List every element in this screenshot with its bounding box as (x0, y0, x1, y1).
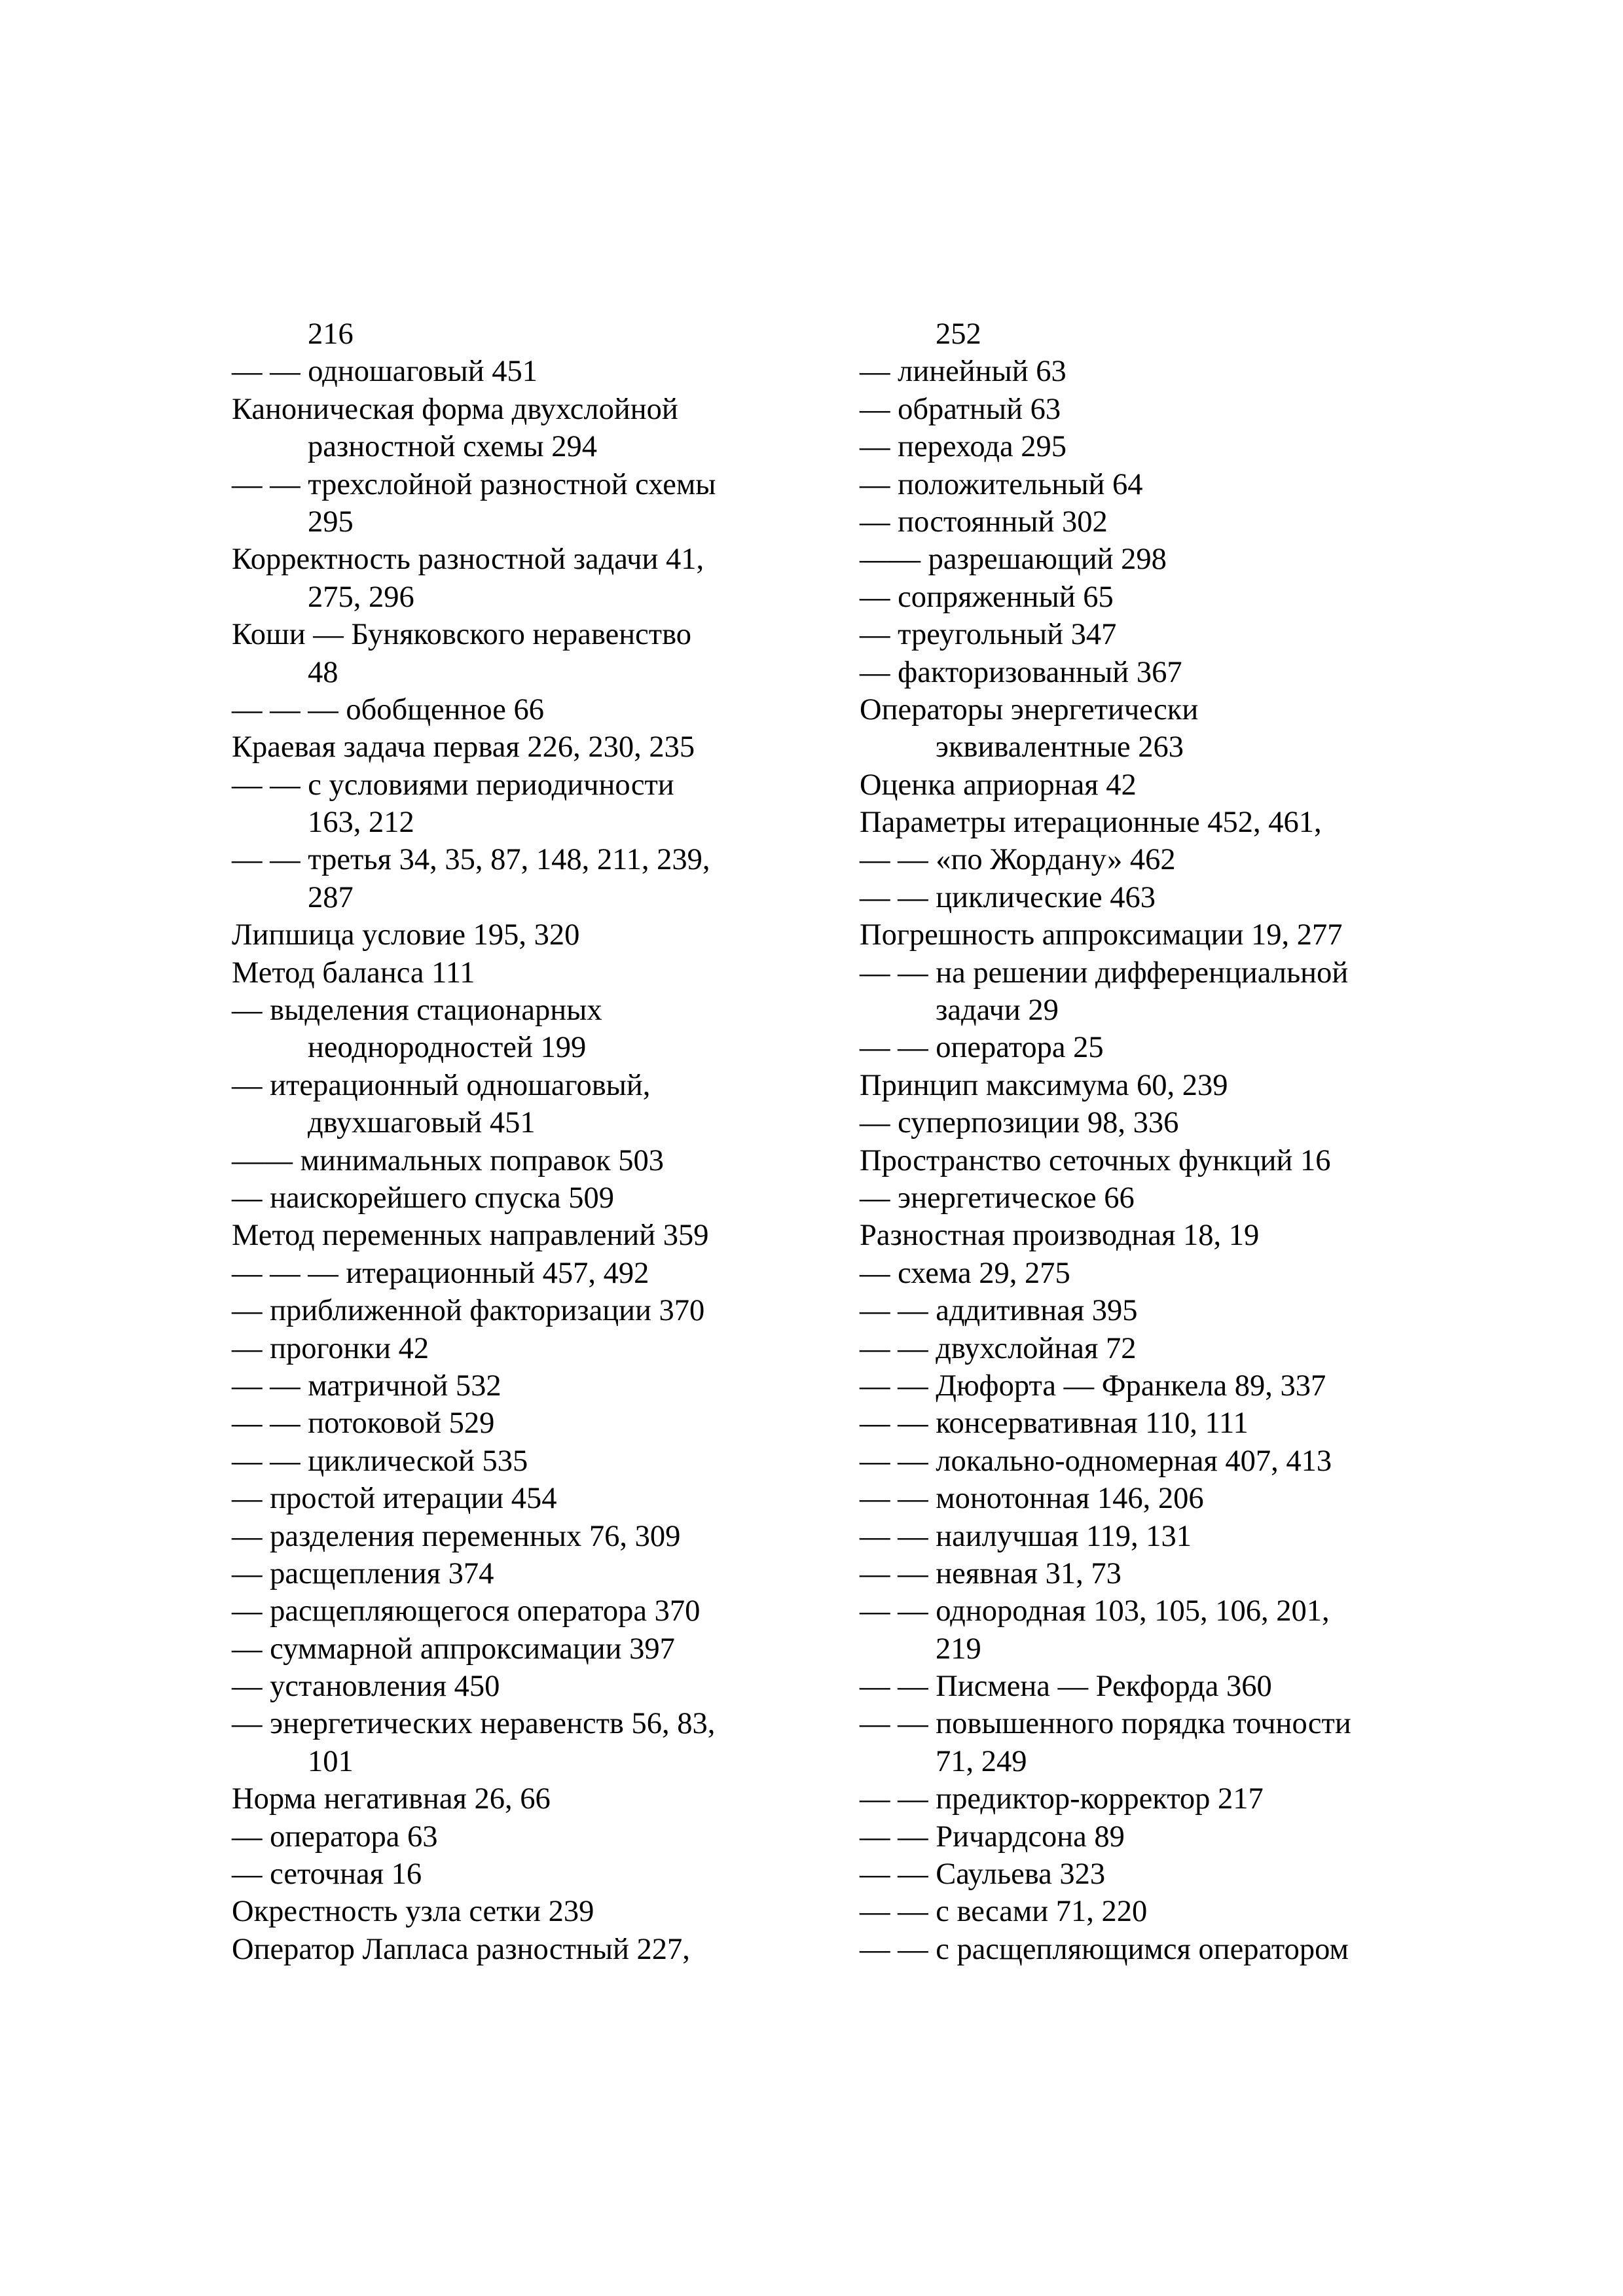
index-entry: Корректность разностной задачи 41, (232, 543, 704, 577)
index-entry: эквивалентные 263 (936, 730, 1184, 764)
index-entry: двухшаговый 451 (308, 1106, 536, 1140)
index-entry: 219 (936, 1632, 981, 1666)
index-entry: — — матричной 532 (232, 1369, 501, 1403)
index-entry: — — циклические 463 (860, 880, 1156, 914)
index-entry: — — «по Жордану» 462 (860, 843, 1176, 877)
index-entry: — треугольный 347 (860, 618, 1117, 652)
index-entry: — — наилучшая 119, 131 (860, 1519, 1192, 1553)
index-entry: — — неявная 31, 73 (860, 1556, 1122, 1590)
index-entry: неоднородностей 199 (308, 1031, 587, 1065)
index-entry: 287 (308, 880, 354, 914)
index-entry: — — с весами 71, 220 (860, 1895, 1148, 1929)
index-entry: — — потоковой 529 (232, 1407, 495, 1441)
index-entry: — — локально-одномерная 407, 413 (860, 1444, 1332, 1478)
index-entry: — факторизованный 367 (860, 655, 1182, 689)
index-entry: 295 (308, 505, 354, 539)
index-entry: Каноническая форма двухслойной (232, 392, 678, 426)
index-entry: — сеточная 16 (232, 1857, 422, 1892)
index-entry: разностной схемы 294 (308, 430, 597, 464)
index-entry: — — монотонная 146, 206 (860, 1482, 1204, 1516)
index-entry: — выделения стационарных (232, 994, 602, 1028)
index-entry: — — — итерационный 457, 492 (232, 1256, 649, 1290)
index-entry: Норма негативная 26, 66 (232, 1782, 551, 1816)
index-entry: — линейный 63 (860, 355, 1067, 389)
index-entry: Принцип максимума 60, 239 (860, 1068, 1228, 1102)
index-entry: Оценка априорная 42 (860, 768, 1137, 802)
index-entry: 71, 249 (936, 1744, 1027, 1778)
index-entry: — — с условиями периодичности (232, 768, 674, 802)
index-entry: — обратный 63 (860, 392, 1061, 426)
index-entry: Окрестность узла сетки 239 (232, 1895, 594, 1929)
index-entry: — расщепления 374 (232, 1556, 494, 1590)
index-entry: — простой итерации 454 (232, 1482, 557, 1516)
index-entry: — прогонки 42 (232, 1331, 429, 1365)
index-entry: — оператора 63 (232, 1820, 438, 1854)
index-entry: — — одношаговый 451 (232, 355, 538, 389)
index-entry: — энергетическое 66 (860, 1181, 1135, 1215)
index-entry: Краевая задача первая 226, 230, 235 (232, 730, 695, 764)
index-entry: — постоянный 302 (860, 505, 1108, 539)
index-entry: — положительный 64 (860, 467, 1143, 501)
index-entry: — — Саульева 323 (860, 1857, 1106, 1892)
index-entry: —— разрешающий 298 (860, 543, 1167, 577)
index-entry: — разделения переменных 76, 309 (232, 1519, 681, 1553)
index-entry: Параметры итерационные 452, 461, (860, 806, 1322, 840)
index-entry: — — однородная 103, 105, 106, 201, (860, 1594, 1330, 1628)
index-entry: Погрешность аппроксимации 19, 277 (860, 918, 1343, 952)
index-entry: Оператор Лапласа разностный 227, (232, 1932, 690, 1966)
index-entry: Коши — Буняковского неравенство (232, 618, 691, 652)
index-entry: — суммарной аппроксимации 397 (232, 1632, 675, 1666)
index-entry: задачи 29 (936, 994, 1059, 1028)
index-entry: 163, 212 (308, 806, 414, 840)
index-entry: — наискорейшего спуска 509 (232, 1181, 614, 1215)
index-entry: — — Писмена — Рекфорда 360 (860, 1670, 1272, 1704)
index-right-column (860, 315, 1475, 1968)
index-entry: — суперпозиции 98, 336 (860, 1106, 1179, 1140)
index-entry: — энергетических неравенств 56, 83, (232, 1707, 716, 1741)
index-entry: 216 (308, 317, 354, 351)
index-entry: — — циклической 535 (232, 1444, 528, 1478)
index-entry: — схема 29, 275 (860, 1256, 1070, 1290)
index-entry: Операторы энергетически (860, 692, 1199, 726)
index-entry: Липшица условие 195, 320 (232, 918, 580, 952)
index-entry: — — консервативная 110, 111 (860, 1407, 1249, 1441)
index-entry: — — — обобщенное 66 (232, 692, 544, 726)
index-entry: 275, 296 (308, 580, 414, 614)
index-entry: Разностная производная 18, 19 (860, 1219, 1260, 1253)
index-entry: — — двухслойная 72 (860, 1331, 1137, 1365)
index-entry: — сопряженный 65 (860, 580, 1114, 614)
index-entry: 48 (308, 655, 338, 689)
index-entry: —— минимальных поправок 503 (232, 1143, 665, 1177)
index-entry: — — с расщепляющимся оператором (860, 1932, 1349, 1966)
index-entry: — итерационный одношаговый, (232, 1068, 651, 1102)
index-entry: — перехода 295 (860, 430, 1067, 464)
index-entry: — — Ричардсона 89 (860, 1820, 1125, 1854)
index-entry: — расщепляющегося оператора 370 (232, 1594, 701, 1628)
index-entry: — приближенной факторизации 370 (232, 1294, 705, 1328)
index-entry: Метод баланса 111 (232, 956, 475, 990)
index-entry: — — оператора 25 (860, 1031, 1104, 1065)
index-left-column (232, 315, 847, 1968)
index-entry: Пространство сеточных функций 16 (860, 1143, 1331, 1177)
index-entry: — — повышенного порядка точности (860, 1707, 1351, 1741)
index-entry: — установления 450 (232, 1670, 500, 1704)
index-entry: — — предиктор-корректор 217 (860, 1782, 1264, 1816)
index-entry: 252 (936, 317, 981, 351)
index-entry: — — третья 34, 35, 87, 148, 211, 239, (232, 843, 710, 877)
index-entry: — — трехслойной разностной схемы (232, 467, 716, 501)
index-entry: — — на решении дифференциальной (860, 956, 1349, 990)
index-entry: 101 (308, 1744, 354, 1778)
index-entry: — — Дюфорта — Франкела 89, 337 (860, 1369, 1326, 1403)
index-entry: Метод переменных направлений 359 (232, 1219, 709, 1253)
index-entry: — — аддитивная 395 (860, 1294, 1138, 1328)
